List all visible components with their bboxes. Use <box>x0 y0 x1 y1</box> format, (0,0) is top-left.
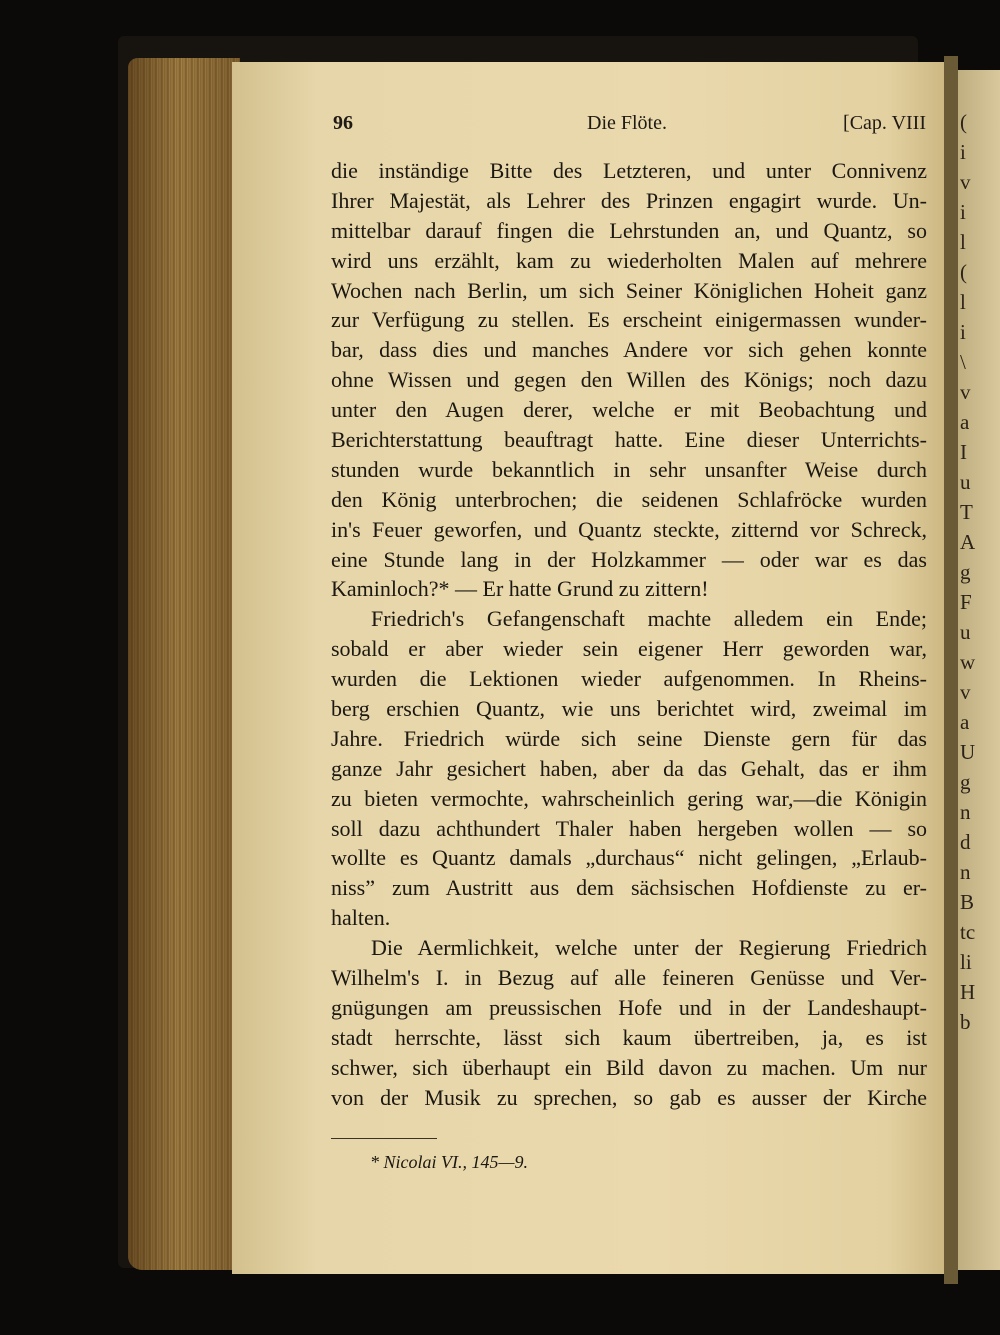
facing-page-letter: v <box>960 380 971 404</box>
text-line: Friedrich's Gefangenschaft machte alledem ein Ende; <box>371 606 927 632</box>
text-line: in's Feuer geworfen, und Quantz steckte, zitternd vor Schreck, <box>331 516 927 542</box>
facing-page-letter: ( <box>960 260 967 284</box>
facing-page-letter: F <box>960 590 972 614</box>
facing-page-fragment <box>958 70 1000 1270</box>
facing-page-letter: d <box>960 830 971 854</box>
text-line: stadt herrschte, lässt sich kaum übertreiben, ja, es ist <box>331 1024 927 1050</box>
chapter-label: [Cap. VIII <box>843 112 926 134</box>
facing-page-letter: w <box>960 650 976 674</box>
facing-page-letter: a <box>960 710 970 734</box>
body-text <box>331 156 927 1113</box>
facing-page-letter: I <box>960 440 967 464</box>
running-header <box>333 112 926 140</box>
text-line: niss” zum Austritt aus dem sächsischen Hofdienste zu er- <box>331 875 927 901</box>
text-line: halten. <box>331 905 391 931</box>
facing-page-letter: n <box>960 800 971 824</box>
text-line: Berichterstattung beauftragt hatte. Eine dieser Unterrichts- <box>331 427 927 453</box>
facing-page-letter: B <box>960 890 975 914</box>
text-line: ganze Jahr gesichert haben, aber da das Gehalt, das er ihm <box>331 755 927 781</box>
text-line: wird uns erzählt, kam zu wiederholten Malen auf mehrere <box>331 247 927 273</box>
page-block-edge <box>128 58 240 1270</box>
facing-page-letter: li <box>960 950 972 974</box>
text-line: Die Aermlichkeit, welche unter der Regierung Friedrich <box>371 935 927 961</box>
text-line: unter den Augen derer, welche er mit Beobachtung und <box>331 397 927 423</box>
facing-page-letter: i <box>960 140 966 164</box>
facing-page-letter: i <box>960 320 966 344</box>
text-line: den König unterbrochen; die seidenen Schlafröcke wurden <box>331 486 927 512</box>
text-line: Wochen nach Berlin, um sich Seiner Königlichen Hoheit ganz <box>331 277 927 303</box>
facing-page-letter: u <box>960 620 971 644</box>
page-number: 96 <box>333 112 353 134</box>
facing-page-letter: g <box>960 770 971 794</box>
text-line: bar, dass dies und manches Andere vor sich gehen konnte <box>331 337 927 363</box>
text-line: die inständige Bitte des Letzteren, und unter Connivenz <box>331 158 927 183</box>
facing-page-letter: T <box>960 500 973 524</box>
text-line: mittelbar darauf fingen die Lehrstunden an, und Quantz, so <box>331 217 927 243</box>
text-line: zur Verfügung zu stellen. Es erscheint einigermassen wunder- <box>331 307 927 333</box>
text-line: berg erschien Quantz, wie uns berichtet wird, zweimal im <box>331 696 927 722</box>
facing-page-letter: ( <box>960 110 967 134</box>
book-gutter <box>944 56 958 1284</box>
running-title: Die Flöte. <box>587 112 667 134</box>
text-line: wollte es Quantz damals „durchaus“ nicht gelingen, „Erlaub- <box>331 845 927 871</box>
text-line: gnügungen am preussischen Hofe und in der Landeshaupt- <box>331 994 927 1020</box>
facing-page-letter: tc <box>960 920 976 944</box>
facing-page-letter: l <box>960 230 966 254</box>
facing-page-letter: v <box>960 680 971 704</box>
facing-page-letter: \ <box>960 350 966 374</box>
text-line: von der Musik zu sprechen, so gab es ausser der Kirche <box>331 1084 927 1110</box>
text-line: Jahre. Friedrich würde sich seine Dienste gern für das <box>331 725 927 751</box>
text-line: Kaminloch?* — Er hatte Grund zu zittern! <box>331 576 709 602</box>
facing-page-letter: v <box>960 170 971 194</box>
text-line: Ihrer Majestät, als Lehrer des Prinzen engagirt wurde. Un- <box>331 187 927 213</box>
facing-page-letter: A <box>960 530 976 554</box>
footnote-rule <box>331 1138 437 1139</box>
text-line: soll dazu achthundert Thaler haben hergeben wollen — so <box>331 815 927 841</box>
text-line: zu bieten vermochte, wahrscheinlich gering war,—die Königin <box>331 785 927 811</box>
text-line: wurden die Lektionen wieder aufgenommen. In Rheins- <box>331 666 927 692</box>
text-line: Wilhelm's I. in Bezug auf alle feineren Genüsse und Ver- <box>331 965 927 991</box>
text-line: sobald er aber wieder sein eigener Herr geworden war, <box>331 636 927 662</box>
facing-page-letter: i <box>960 200 966 224</box>
facing-page-letter: b <box>960 1010 971 1034</box>
text-line: stunden wurde bekanntlich in sehr unsanfter Weise durch <box>331 456 927 482</box>
facing-page-letter: g <box>960 560 971 584</box>
text-line: eine Stunde lang in der Holzkammer — oder war es das <box>331 546 927 572</box>
text-line: ohne Wissen und gegen den Willen des Königs; noch dazu <box>331 367 927 393</box>
facing-page-letter: U <box>960 740 976 764</box>
facing-page-letter: u <box>960 470 971 494</box>
facing-page-letter: a <box>960 410 970 434</box>
facing-page-letter: n <box>960 860 971 884</box>
facing-page-letter: l <box>960 290 966 314</box>
facing-page-letter: H <box>960 980 976 1004</box>
text-line: schwer, sich überhaupt ein Bild davon zu machen. Um nur <box>331 1054 927 1080</box>
footnote: * Nicolai VI., 145—9. <box>370 1152 528 1172</box>
